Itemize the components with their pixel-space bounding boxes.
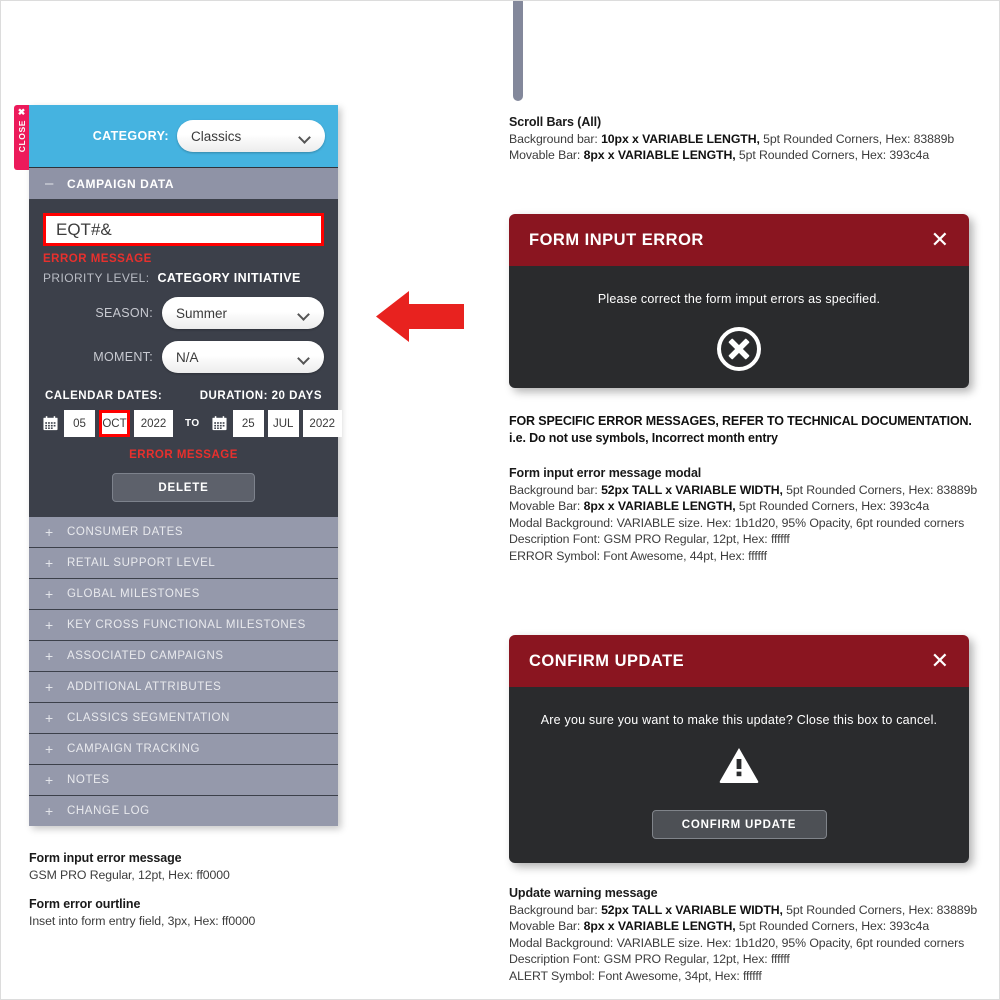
moment-select-value: N/A bbox=[176, 349, 199, 365]
annotation-update-warning-notes bbox=[509, 885, 977, 984]
end-month-field[interactable]: JUL bbox=[268, 410, 299, 437]
campaign-name-error: ERROR MESSAGE bbox=[43, 253, 152, 265]
accordion-item[interactable] bbox=[29, 640, 338, 671]
category-label: CATEGORY: bbox=[92, 129, 169, 143]
calendar-error-message: ERROR MESSAGE bbox=[129, 449, 238, 461]
annotation-line: Background bar: 52px TALL x VARIABLE WIDTH, 5pt Rounded Corners, Hex: 83889b bbox=[509, 482, 978, 497]
annotation-line: Inset into form entry field, 3px, Hex: ff0000 bbox=[29, 913, 256, 928]
accordion-item-label: NOTES bbox=[67, 774, 110, 786]
accordion-item[interactable] bbox=[29, 733, 338, 764]
expand-plus-icon: + bbox=[45, 586, 54, 602]
expand-plus-icon: + bbox=[45, 524, 54, 540]
collapse-minus-icon: – bbox=[45, 175, 54, 192]
annotation-line: Background bar: 52px TALL x VARIABLE WIDTH, 5pt Rounded Corners, Hex: 83889b bbox=[509, 902, 978, 917]
modal-confirm-update bbox=[509, 635, 969, 863]
annotation-line: GSM PRO Regular, 12pt, Hex: ff0000 bbox=[29, 867, 230, 882]
expand-plus-icon: + bbox=[45, 741, 54, 757]
annotation-line: ALERT Symbol: Font Awesome, 34pt, Hex: ffffff bbox=[509, 968, 762, 983]
modal-body bbox=[509, 687, 969, 863]
chevron-down-icon bbox=[299, 310, 310, 317]
accordion-item[interactable] bbox=[29, 671, 338, 702]
close-icon: ✖ bbox=[17, 107, 26, 117]
accordion-item-label: ADDITIONAL ATTRIBUTES bbox=[67, 681, 222, 693]
accordion-item-label: CAMPAIGN TRACKING bbox=[67, 743, 201, 755]
annotation-line: ERROR Symbol: Font Awesome, 44pt, Hex: ffffff bbox=[509, 548, 767, 563]
accordion-item-label: RETAIL SUPPORT LEVEL bbox=[67, 557, 216, 569]
accordion-item[interactable] bbox=[29, 547, 338, 578]
modal-body bbox=[509, 266, 969, 388]
annotation-line: Modal Background: VARIABLE size. Hex: 1b1d20, 95% Opacity, 6pt rounded corners bbox=[509, 935, 965, 950]
accordion-item-label: ASSOCIATED CAMPAIGNS bbox=[67, 650, 224, 662]
calendar-header-row bbox=[43, 390, 324, 402]
moment-select[interactable] bbox=[162, 341, 324, 373]
category-bar bbox=[29, 105, 338, 167]
priority-level-value: CATEGORY INITIATIVE bbox=[157, 271, 301, 285]
expand-plus-icon: + bbox=[45, 772, 54, 788]
accordion-item[interactable] bbox=[29, 609, 338, 640]
annotation-form-error-notes bbox=[509, 413, 977, 564]
calendar-icon bbox=[43, 416, 58, 431]
annotation-line: Movable Bar: 8px x VARIABLE LENGTH, 5pt Rounded Corners, Hex: 393c4a bbox=[509, 499, 930, 513]
modal-form-input-error bbox=[509, 214, 969, 388]
close-tab-label: CLOSE bbox=[16, 120, 27, 153]
accordion-item[interactable] bbox=[29, 764, 338, 795]
accordion-item-label: GLOBAL MILESTONES bbox=[67, 588, 200, 600]
annotation-heading: i.e. Do not use symbols, Incorrect month entry bbox=[509, 431, 778, 445]
annotation-heading: FOR SPECIFIC ERROR MESSAGES, REFER TO TECHNICAL DOCUMENTATION. bbox=[509, 414, 972, 428]
modal-header bbox=[509, 635, 969, 687]
accordion-list bbox=[29, 516, 338, 826]
chevron-down-icon bbox=[300, 133, 311, 140]
annotation-title: Form input error message modal bbox=[509, 466, 702, 480]
accordion-item[interactable] bbox=[29, 795, 338, 826]
expand-plus-icon: + bbox=[45, 710, 54, 726]
modal-description: Are you sure you want to make this update? Close this box to cancel. bbox=[540, 713, 938, 727]
start-day-field[interactable]: 05 bbox=[64, 410, 95, 437]
category-select[interactable] bbox=[177, 120, 325, 152]
annotation-scrollbars bbox=[509, 114, 954, 164]
scrollbar-specimen[interactable] bbox=[513, 0, 523, 101]
season-select-value: Summer bbox=[176, 305, 228, 321]
accordion-item-label: CLASSICS SEGMENTATION bbox=[67, 712, 230, 724]
campaign-name-input[interactable]: EQT#& bbox=[43, 213, 324, 246]
modal-description: Please correct the form imput errors as specified. bbox=[597, 292, 881, 306]
annotation-form-error-outline bbox=[29, 896, 255, 929]
annotation-title: Scroll Bars (All) bbox=[509, 115, 602, 129]
accordion-item-label: CONSUMER DATES bbox=[67, 526, 184, 538]
campaign-form-panel bbox=[16, 105, 338, 826]
date-range-row bbox=[43, 410, 336, 437]
start-year-field[interactable]: 2022 bbox=[134, 410, 173, 437]
accordion-item[interactable] bbox=[29, 702, 338, 733]
annotation-line: Background bar: 10px x VARIABLE LENGTH, 5pt Rounded Corners, Hex: 83889b bbox=[509, 131, 955, 146]
section-title: CAMPAIGN DATA bbox=[67, 176, 175, 191]
accordion-item[interactable] bbox=[29, 578, 338, 609]
calendar-icon bbox=[212, 416, 227, 431]
end-year-field[interactable]: 2022 bbox=[303, 410, 342, 437]
annotation-line: Description Font: GSM PRO Regular, 12pt, Hex: ffffff bbox=[509, 532, 790, 546]
close-panel-tab[interactable] bbox=[14, 105, 29, 170]
season-row bbox=[43, 297, 324, 329]
section-header-campaign-data[interactable] bbox=[29, 167, 338, 199]
modal-header bbox=[509, 214, 969, 266]
accordion-item[interactable] bbox=[29, 516, 338, 547]
duration-label: DURATION: 20 DAYS bbox=[199, 390, 322, 402]
annotation-title: Form error ourtline bbox=[29, 897, 141, 911]
moment-label: MOMENT: bbox=[93, 350, 153, 364]
season-select[interactable] bbox=[162, 297, 324, 329]
error-circle-x-icon bbox=[716, 326, 762, 372]
end-day-field[interactable]: 25 bbox=[233, 410, 264, 437]
annotation-line: Movable Bar: 8px x VARIABLE LENGTH, 5pt Rounded Corners, Hex: 393c4a bbox=[509, 919, 930, 933]
accordion-item-label: KEY CROSS FUNCTIONAL MILESTONES bbox=[67, 619, 306, 631]
confirm-update-button[interactable]: CONFIRM UPDATE bbox=[652, 810, 827, 839]
moment-row bbox=[43, 341, 324, 373]
red-arrow-pointer bbox=[376, 289, 464, 344]
priority-level-row bbox=[43, 271, 324, 285]
close-icon[interactable]: ✕ bbox=[930, 227, 949, 252]
category-select-value: Classics bbox=[191, 128, 242, 144]
calendar-dates-label: CALENDAR DATES: bbox=[45, 390, 163, 402]
modal-title: FORM INPUT ERROR bbox=[529, 230, 704, 249]
date-range-separator: TO bbox=[185, 418, 200, 429]
accordion-item-label: CHANGE LOG bbox=[67, 805, 150, 817]
delete-button[interactable]: DELETE bbox=[112, 473, 255, 502]
campaign-data-body bbox=[29, 199, 338, 516]
alert-triangle-icon bbox=[719, 747, 759, 783]
close-icon[interactable]: ✕ bbox=[930, 648, 949, 673]
annotation-line: Description Font: GSM PRO Regular, 12pt, Hex: ffffff bbox=[509, 952, 790, 966]
modal-title: CONFIRM UPDATE bbox=[529, 651, 685, 670]
priority-level-label: PRIORITY LEVEL: bbox=[43, 271, 150, 285]
expand-plus-icon: + bbox=[45, 648, 54, 664]
expand-plus-icon: + bbox=[45, 803, 54, 819]
season-label: SEASON: bbox=[95, 306, 153, 320]
expand-plus-icon: + bbox=[45, 679, 54, 695]
start-month-field[interactable]: OCT bbox=[99, 410, 130, 437]
annotation-form-input-error-message bbox=[29, 850, 230, 883]
annotation-title: Update warning message bbox=[509, 886, 658, 900]
expand-plus-icon: + bbox=[45, 555, 54, 571]
annotation-line: Modal Background: VARIABLE size. Hex: 1b1d20, 95% Opacity, 6pt rounded corners bbox=[509, 515, 965, 530]
annotation-title: Form input error message bbox=[29, 851, 182, 865]
annotation-line: Movable Bar: 8px x VARIABLE LENGTH, 5pt Rounded Corners, Hex: 393c4a bbox=[509, 148, 930, 162]
expand-plus-icon: + bbox=[45, 617, 54, 633]
chevron-down-icon bbox=[299, 354, 310, 361]
